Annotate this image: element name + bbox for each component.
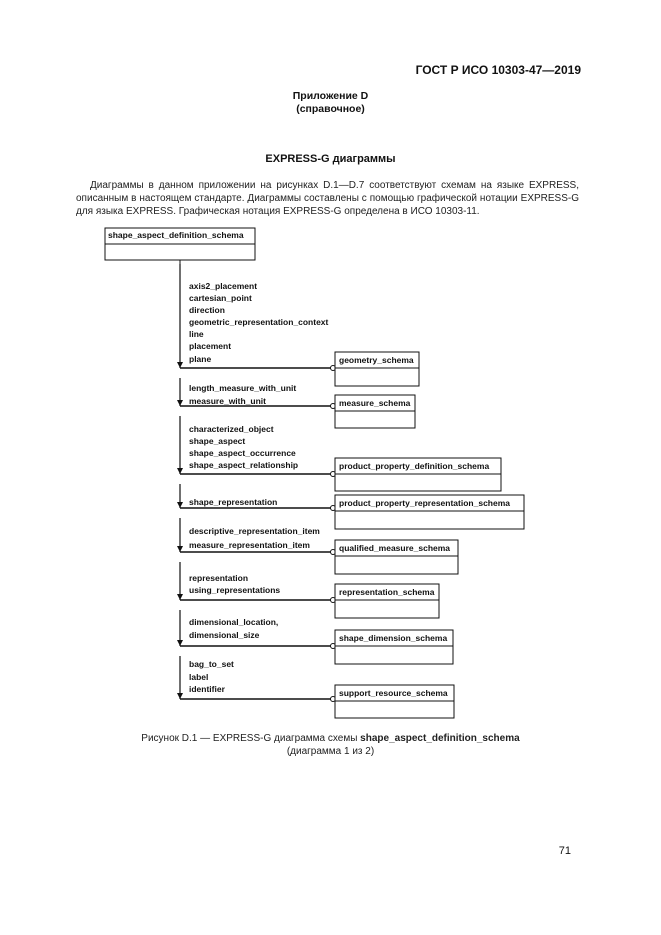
arrow-head: [177, 468, 183, 474]
schema-box-name: support_resource_schema: [339, 688, 448, 698]
arrow-head: [177, 400, 183, 406]
arrow-head: [177, 502, 183, 508]
caption-prefix: Рисунок D.1 — EXPRESS-G диаграмма схемы: [141, 733, 358, 744]
schema-item-label: measure_with_unit: [189, 396, 266, 406]
schema-item-label: label: [189, 672, 209, 682]
schema-box-name: shape_dimension_schema: [339, 633, 448, 643]
schema-item-label: plane: [189, 354, 212, 364]
schema-box-name: qualified_measure_schema: [339, 543, 451, 553]
schema-item-label: shape_aspect_relationship: [189, 460, 299, 470]
schema-item-label: cartesian_point: [189, 293, 252, 303]
schema-item-label: direction: [189, 305, 225, 315]
schema-box-name: product_property_representation_schema: [339, 498, 510, 508]
root-schema-box: [105, 228, 255, 260]
schema-item-label: bag_to_set: [189, 659, 234, 669]
schema-item-label: shape_representation: [189, 497, 278, 507]
schema-item-label: line: [189, 329, 204, 339]
schema-item-label: using_representations: [189, 585, 281, 595]
standard-designation: ГОСТ Р ИСО 10303-47—2019: [415, 63, 581, 77]
schema-item-label: placement: [189, 341, 232, 351]
schema-box-name: representation_schema: [339, 587, 435, 597]
annex-title: Приложение D: [292, 90, 369, 102]
caption-note: (диаграмма 1 из 2): [286, 746, 375, 757]
schema-item-label: geometric_representation_context: [189, 317, 329, 327]
arrow-head: [177, 640, 183, 646]
schema-item-label: dimensional_location,: [189, 617, 279, 627]
schema-box-name: product_property_definition_schema: [339, 461, 490, 471]
schema-reference-group: [177, 656, 454, 718]
schema-item-label: axis2_placement: [189, 281, 258, 291]
arrow-head: [177, 546, 183, 552]
arrow-head: [177, 594, 183, 600]
schema-item-label: identifier: [189, 684, 225, 694]
schema-item-label: dimensional_size: [189, 630, 260, 640]
annex-subtitle: (справочное): [296, 103, 365, 115]
figure-caption: [0, 732, 661, 758]
schema-item-label: descriptive_representation_item: [189, 526, 320, 536]
root-schema-name: shape_aspect_definition_schema: [108, 230, 244, 240]
intro-paragraph: Диаграммы в данном приложении на рисунках D.1—D.7 соответствуют схемам на языке EXPRESS, описанным в настоящем стандарте. Диаграммы составлены с помощью графической нотации EXPRESS-G для языка EXPRESS. Графическая нотация EXPRESS-G определена в ИСО 10303-11.: [76, 180, 579, 217]
schema-item-label: length_measure_with_unit: [189, 383, 297, 393]
section-title: EXPRESS-G диаграммы: [265, 153, 396, 165]
schema-item-label: characterized_object: [189, 424, 274, 434]
schema-box-name: measure_schema: [339, 398, 411, 408]
caption-line-1: [0, 732, 661, 745]
arrow-head: [177, 362, 183, 368]
schema-item-label: measure_representation_item: [189, 540, 310, 550]
schema-item-label: shape_aspect_occurrence: [189, 448, 296, 458]
schema-item-label: shape_aspect: [189, 436, 246, 446]
schema-box-name: geometry_schema: [339, 355, 414, 365]
schema-item-label: representation: [189, 573, 249, 583]
schema-reference-group: [177, 264, 419, 386]
arrow-head: [177, 693, 183, 699]
page-number: 71: [558, 845, 571, 857]
caption-schema-name: shape_aspect_definition_schema: [360, 733, 520, 744]
